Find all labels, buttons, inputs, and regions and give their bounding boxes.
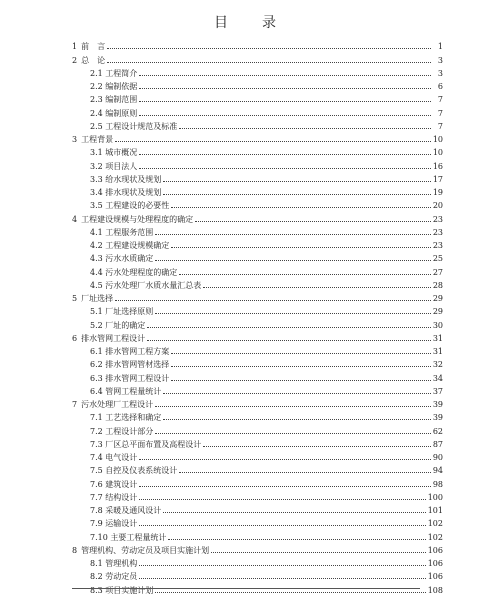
dot-leader [115, 141, 431, 142]
toc-section-entry[interactable] [72, 489, 443, 502]
toc-section-entry[interactable] [72, 343, 443, 356]
toc-entry-title: 4.5 污水处理厂水质水量汇总表 [90, 280, 202, 290]
toc-chapter-entry[interactable] [72, 290, 443, 303]
toc-chapter-entry[interactable] [72, 210, 443, 223]
toc-page-number: 106 [427, 572, 443, 582]
toc-page-number: 106 [427, 545, 443, 555]
toc-chapter-entry[interactable] [72, 330, 443, 343]
toc-entry-title: 6.1 排水管网工程方案 [90, 347, 170, 356]
toc-page-number: 90 [432, 453, 443, 462]
toc-chapter-entry[interactable] [72, 131, 443, 144]
toc-page-number: 6 [437, 82, 443, 91]
toc-section-entry[interactable] [72, 436, 443, 449]
footer-rule [72, 588, 420, 589]
toc-page-number: 20 [432, 201, 443, 211]
toc-page-number: 19 [432, 188, 443, 197]
toc-page-number: 23 [432, 214, 443, 224]
toc-entry-title: 2.2 编制依据 [90, 82, 138, 91]
toc-entry-title: 8.2 劳动定员 [90, 572, 138, 582]
toc-page-number: 87 [432, 439, 443, 449]
toc-page-number: 37 [432, 386, 443, 396]
toc-section-entry[interactable] [72, 356, 443, 369]
toc-chapter-number: 5 [72, 294, 78, 303]
toc-page-number: 102 [427, 532, 443, 542]
dot-leader [163, 393, 431, 394]
dot-leader [179, 274, 431, 275]
toc-chapter-number: 2 [72, 55, 78, 65]
toc-section-entry[interactable] [72, 263, 443, 276]
dot-leader [171, 380, 431, 381]
dot-leader [139, 168, 431, 169]
toc-entry-title: 7.2 工程设计部分 [90, 426, 154, 436]
toc-section-entry[interactable] [72, 369, 443, 382]
toc-section-entry[interactable] [72, 502, 443, 515]
toc-chapter-number: 1 [72, 42, 78, 52]
dot-leader [147, 327, 431, 328]
toc-page-number: 3 [437, 55, 443, 65]
toc-entry-title: 7.6 建筑设计 [90, 479, 138, 489]
dot-leader [203, 446, 431, 447]
toc-section-entry[interactable] [72, 171, 443, 184]
toc-entry-title: 污水处理厂工程设计 [81, 400, 154, 409]
toc-section-entry[interactable] [72, 91, 443, 104]
toc-entry-title: 7.9 运输设计 [90, 519, 138, 529]
toc-section-entry[interactable] [72, 78, 443, 91]
dot-leader [139, 101, 431, 102]
toc-section-entry[interactable] [72, 422, 443, 435]
dot-leader [163, 194, 431, 195]
toc-entry-title: 7.10 主要工程量统计 [90, 532, 167, 542]
dot-leader [168, 539, 425, 540]
toc-page-number: 23 [432, 241, 443, 250]
toc-entry-title: 4.4 污水处理程度的确定 [90, 267, 178, 277]
toc-chapter-entry[interactable] [72, 542, 443, 555]
toc-entry-title: 排水管网工程设计 [81, 333, 146, 343]
toc-page-number: 106 [427, 559, 443, 568]
dot-leader [163, 512, 425, 513]
toc-entry-title: 3.2 项目法人 [90, 161, 138, 171]
toc-section-entry[interactable] [72, 224, 443, 237]
toc-page-number: 23 [432, 227, 443, 237]
toc-entry-title: 3.1 城市概况 [90, 148, 138, 158]
toc-page-number: 62 [432, 426, 443, 436]
dot-leader [107, 48, 431, 49]
toc-entry-title: 5.2 厂址的确定 [90, 320, 146, 330]
dot-leader [171, 366, 431, 367]
dot-leader [139, 578, 425, 579]
toc-entry-title: 7.1 工艺选择和确定 [90, 413, 162, 423]
dot-leader [155, 406, 431, 407]
toc-section-entry[interactable] [72, 316, 443, 329]
dot-leader [155, 433, 431, 434]
toc-section-entry[interactable] [72, 277, 443, 290]
dot-leader [139, 486, 431, 487]
toc-entry-title: 7.4 电气设计 [90, 453, 138, 462]
dot-leader [179, 128, 431, 129]
toc-section-entry[interactable] [72, 449, 443, 462]
dot-leader [139, 525, 425, 526]
toc-page-number: 7 [437, 108, 443, 118]
toc-section-entry[interactable] [72, 144, 443, 157]
toc-chapter-number: 3 [72, 135, 78, 144]
toc-entry-title: 管理机构、劳动定员及项目实施计划 [81, 545, 210, 555]
toc-page-number: 39 [432, 400, 443, 409]
toc-entry-title: 4.1 工程服务范围 [90, 227, 154, 237]
toc-entry-title: 6.2 排水管网管材选择 [90, 360, 170, 370]
page-title: 目 录 [214, 15, 286, 31]
toc-page-number: 29 [432, 307, 443, 317]
toc-entry-title: 7.7 结构设计 [90, 492, 138, 502]
toc-section-entry[interactable] [72, 184, 443, 197]
toc-section-entry[interactable] [72, 515, 443, 528]
toc-entry-title: 5.1 厂址选择原则 [90, 307, 154, 317]
toc-entry-title: 工程建设规模与处理程度的确定 [81, 214, 194, 224]
toc-section-entry[interactable] [72, 528, 443, 541]
dot-leader [139, 499, 425, 500]
toc-page-number: 31 [432, 333, 443, 343]
dot-leader [139, 115, 431, 116]
toc-page-number: 34 [432, 373, 443, 383]
toc-page-number: 108 [427, 585, 443, 595]
toc-page-number: 30 [432, 320, 443, 330]
dot-leader [139, 75, 431, 76]
toc-section-entry[interactable] [72, 250, 443, 263]
toc-page-number: 29 [432, 294, 443, 303]
dot-leader [163, 181, 431, 182]
toc-page-number: 17 [432, 174, 443, 184]
toc-entry-title: 8.3 项目实施计划 [90, 585, 154, 595]
toc-section-entry[interactable] [72, 65, 443, 78]
dot-leader [195, 221, 431, 222]
toc-section-entry[interactable] [72, 303, 443, 316]
toc-page-number: 3 [437, 68, 443, 78]
toc-section-entry[interactable] [72, 462, 443, 475]
toc-chapter-number: 4 [72, 214, 78, 224]
toc-entry-title: 3.5 工程建设的必要性 [90, 201, 170, 211]
dot-leader [139, 565, 425, 566]
toc-page-number: 25 [432, 254, 443, 264]
dot-leader [155, 313, 431, 314]
toc-section-entry[interactable] [72, 157, 443, 170]
dot-leader [171, 247, 431, 248]
toc-entry-title: 7.8 采暖及通风设计 [90, 506, 162, 515]
toc-page-number: 102 [427, 519, 443, 529]
toc-entry-title: 3.3 给水现状及规划 [90, 174, 162, 184]
toc-section-entry[interactable] [72, 237, 443, 250]
toc-section-entry[interactable] [72, 383, 443, 396]
toc-section-entry[interactable] [72, 118, 443, 131]
toc-page-number: 16 [432, 161, 443, 171]
toc-entry-title: 2.5 工程设计规范及标准 [90, 121, 178, 131]
dot-leader [155, 260, 431, 261]
toc-section-entry[interactable] [72, 409, 443, 422]
toc-entry-title: 7.3 厂区总平面布置及高程设计 [90, 439, 202, 449]
toc-page-number: 100 [427, 492, 443, 502]
dot-leader [139, 88, 431, 89]
toc-section-entry[interactable] [72, 568, 443, 581]
dot-leader [203, 287, 431, 288]
toc-entry-title: 4.2 工程建设规模确定 [90, 241, 170, 250]
toc-page-number: 101 [427, 506, 443, 515]
toc-entry-title: 6.3 排水管网工程设计 [90, 373, 170, 383]
toc-page-number: 32 [432, 360, 443, 370]
toc-section-entry[interactable] [72, 197, 443, 210]
dot-leader [139, 154, 431, 155]
toc-chapter-number: 6 [72, 333, 78, 343]
toc-entry-title: 2.1 工程简介 [90, 68, 138, 78]
toc-entry-title: 总 论 [81, 55, 106, 65]
toc-entry-title: 2.4 编制原则 [90, 108, 138, 118]
dot-leader [179, 472, 431, 473]
toc-entry-title: 2.3 编制范围 [90, 95, 138, 105]
toc-chapter-number: 8 [72, 545, 78, 555]
toc-page-number: 94 [432, 466, 443, 476]
toc-page-number: 31 [432, 347, 443, 356]
toc-entry-title: 7.5 自控及仪表系统设计 [90, 466, 178, 476]
dot-leader [171, 207, 431, 208]
toc-entry-title: 3.4 排水现状及规划 [90, 188, 162, 197]
toc-page-number: 1 [437, 42, 443, 52]
toc-entry-title: 工程背景 [81, 135, 114, 144]
dot-leader [211, 552, 426, 553]
dot-leader [155, 592, 425, 593]
toc-page-number: 39 [432, 413, 443, 423]
dot-leader [155, 234, 431, 235]
toc-chapter-entry[interactable] [72, 38, 443, 51]
toc-entry-title: 4.3 污水水质确定 [90, 254, 154, 264]
dot-leader [115, 300, 431, 301]
toc-section-entry[interactable] [72, 475, 443, 488]
dot-leader [107, 62, 431, 63]
toc-page-number: 10 [432, 148, 443, 158]
toc-page-number: 28 [432, 280, 443, 290]
toc-section-entry[interactable] [72, 555, 443, 568]
dot-leader [139, 459, 431, 460]
toc-entry-title: 6.4 管网工程量统计 [90, 386, 162, 396]
table-of-contents [72, 38, 443, 595]
toc-page-number: 10 [432, 135, 443, 144]
toc-entry-title: 前 言 [81, 42, 106, 52]
dot-leader [171, 353, 431, 354]
dot-leader [163, 419, 431, 420]
toc-entry-title: 8.1 管理机构 [90, 559, 138, 568]
toc-page-number: 27 [432, 267, 443, 277]
toc-entry-title: 厂址选择 [81, 294, 114, 303]
toc-chapter-number: 7 [72, 400, 78, 409]
toc-page-number: 7 [437, 121, 443, 131]
toc-page-number: 98 [432, 479, 443, 489]
toc-chapter-entry[interactable] [72, 51, 443, 64]
toc-section-entry[interactable] [72, 104, 443, 117]
toc-page-number: 7 [437, 95, 443, 105]
toc-chapter-entry[interactable] [72, 396, 443, 409]
dot-leader [147, 340, 431, 341]
